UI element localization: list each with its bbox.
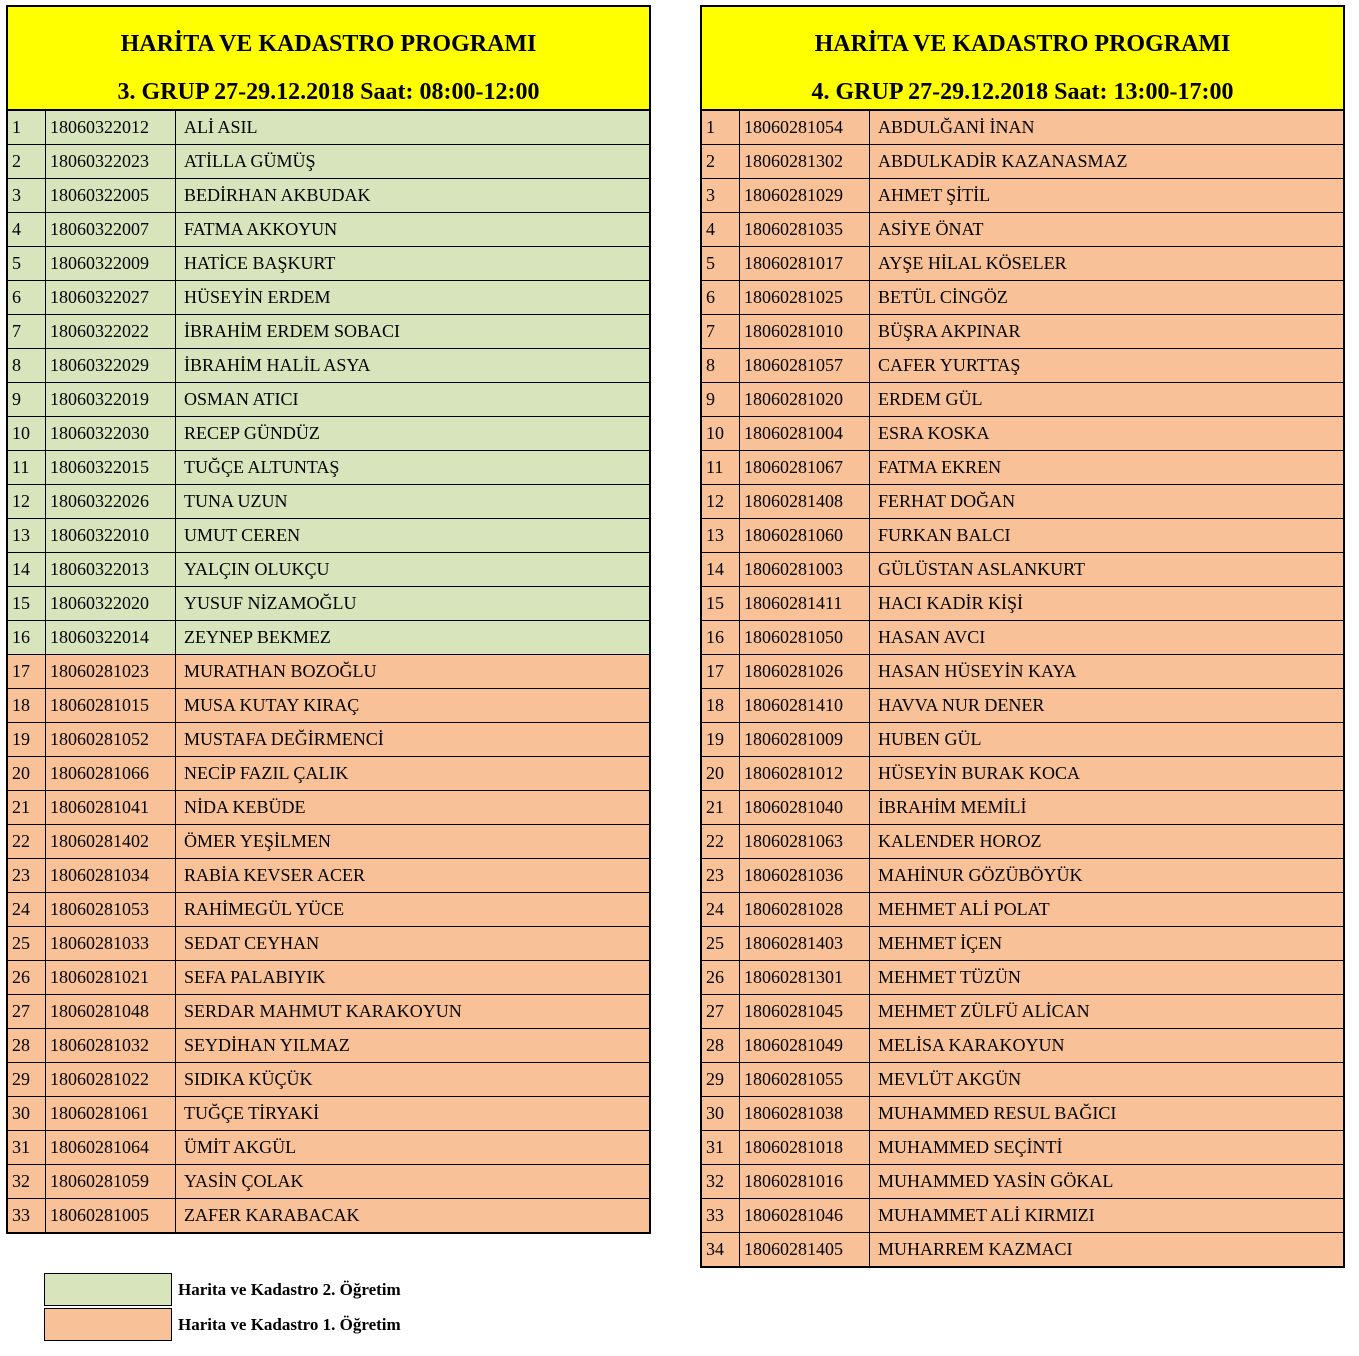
legend-second-education [44, 1273, 401, 1306]
table-row [8, 315, 649, 349]
table-row [702, 485, 1343, 519]
table-row [8, 621, 649, 655]
group-4-subtitle: 4. GRUP 27-29.12.2018 Saat: 13:00-17:00 [811, 79, 1234, 105]
table-row [8, 1063, 649, 1097]
table-row [702, 281, 1343, 315]
student-name: ERDEM GÜL [878, 389, 983, 409]
table-row [8, 451, 649, 485]
row-number: 4 [702, 213, 740, 246]
student-name: MUHARREM KAZMACI [878, 1239, 1073, 1259]
row-number: 28 [702, 1029, 740, 1062]
table-row [8, 179, 649, 213]
student-id: 18060281033 [46, 927, 176, 960]
table-row [8, 247, 649, 281]
student-name: ÖMER YEŞİLMEN [184, 831, 331, 851]
student-id: 18060281025 [740, 281, 870, 314]
student-id: 18060281055 [740, 1063, 870, 1096]
student-name: SERDAR MAHMUT KARAKOYUN [184, 1001, 462, 1021]
table-row [8, 791, 649, 825]
row-number: 2 [702, 145, 740, 178]
student-id: 18060281041 [46, 791, 176, 824]
table-row [702, 621, 1343, 655]
student-id: 18060281411 [740, 587, 870, 620]
legend-first-education [44, 1308, 401, 1341]
table-row [8, 281, 649, 315]
student-id: 18060281034 [46, 859, 176, 892]
student-id: 18060281057 [740, 349, 870, 382]
student-name: ZEYNEP BEKMEZ [184, 627, 331, 647]
row-number: 5 [702, 247, 740, 280]
student-id: 18060281040 [740, 791, 870, 824]
student-id: 18060281060 [740, 519, 870, 552]
row-number: 1 [702, 111, 740, 144]
table-row [702, 1029, 1343, 1063]
student-name: RAHİMEGÜL YÜCE [184, 899, 345, 919]
student-id: 18060281035 [740, 213, 870, 246]
row-number: 5 [8, 247, 46, 280]
student-id: 18060322013 [46, 553, 176, 586]
row-number: 29 [8, 1063, 46, 1096]
legend-label-second: Harita ve Kadastro 2. Öğretim [178, 1279, 401, 1299]
student-name: AYŞE HİLAL KÖSELER [878, 253, 1067, 273]
table-row [8, 587, 649, 621]
row-number: 12 [702, 485, 740, 518]
student-id: 18060281410 [740, 689, 870, 722]
student-name: HATİCE BAŞKURT [184, 253, 336, 273]
student-name: MEHMET TÜZÜN [878, 967, 1021, 987]
group-3-subtitle: 3. GRUP 27-29.12.2018 Saat: 08:00-12:00 [117, 79, 540, 105]
student-id: 18060281301 [740, 961, 870, 994]
student-name: MEHMET ALİ POLAT [878, 899, 1050, 919]
row-number: 34 [702, 1233, 740, 1266]
row-number: 19 [702, 723, 740, 756]
student-id: 18060322027 [46, 281, 176, 314]
row-number: 9 [8, 383, 46, 416]
student-name: HÜSEYİN BURAK KOCA [878, 763, 1081, 783]
row-number: 21 [8, 791, 46, 824]
table-row [8, 723, 649, 757]
row-number: 27 [702, 995, 740, 1028]
table-row [8, 383, 649, 417]
row-number: 13 [8, 519, 46, 552]
student-name: BÜŞRA AKPINAR [878, 321, 1021, 341]
group-3-rows [8, 111, 649, 1232]
row-number: 21 [702, 791, 740, 824]
student-name: YASİN ÇOLAK [184, 1171, 304, 1191]
student-name: ZAFER KARABACAK [184, 1205, 360, 1225]
table-row [8, 519, 649, 553]
student-id: 18060281017 [740, 247, 870, 280]
student-name: BEDİRHAN AKBUDAK [184, 185, 371, 205]
row-number: 33 [702, 1199, 740, 1232]
student-id: 18060322009 [46, 247, 176, 280]
student-id: 18060281059 [46, 1165, 176, 1198]
student-id: 18060281045 [740, 995, 870, 1028]
student-name: MUSTAFA DEĞİRMENCİ [184, 729, 384, 749]
table-row [702, 859, 1343, 893]
table-row [702, 961, 1343, 995]
table-row [8, 1199, 649, 1232]
table-row [702, 587, 1343, 621]
legend-swatch-orange [44, 1308, 172, 1341]
student-name: MUHAMMED RESUL BAĞICI [878, 1103, 1117, 1123]
table-row [702, 1199, 1343, 1233]
student-id: 18060281064 [46, 1131, 176, 1164]
table-row [702, 111, 1343, 145]
student-name: TUNA UZUN [184, 491, 288, 511]
table-row [8, 689, 649, 723]
student-id: 18060322014 [46, 621, 176, 654]
student-id: 18060322019 [46, 383, 176, 416]
table-row [702, 689, 1343, 723]
table-row [8, 961, 649, 995]
group-4-header [702, 7, 1343, 111]
student-id: 18060281021 [46, 961, 176, 994]
student-id: 18060281048 [46, 995, 176, 1028]
row-number: 2 [8, 145, 46, 178]
student-id: 18060322023 [46, 145, 176, 178]
table-row [702, 723, 1343, 757]
student-id: 18060322015 [46, 451, 176, 484]
student-name: HASAN HÜSEYİN KAYA [878, 661, 1077, 681]
student-name: SEFA PALABIYIK [184, 967, 326, 987]
row-number: 1 [8, 111, 46, 144]
table-row [702, 247, 1343, 281]
row-number: 7 [702, 315, 740, 348]
student-id: 18060322010 [46, 519, 176, 552]
student-id: 18060281052 [46, 723, 176, 756]
table-row [702, 1233, 1343, 1266]
table-row [8, 417, 649, 451]
table-row [8, 145, 649, 179]
student-name: ESRA KOSKA [878, 423, 990, 443]
student-name: UMUT CEREN [184, 525, 301, 545]
group-4-rows [702, 111, 1343, 1266]
student-id: 18060281050 [740, 621, 870, 654]
row-number: 16 [702, 621, 740, 654]
student-name: MEHMET ZÜLFÜ ALİCAN [878, 1001, 1090, 1021]
student-id: 18060281061 [46, 1097, 176, 1130]
row-number: 30 [8, 1097, 46, 1130]
row-number: 23 [8, 859, 46, 892]
student-name: ABDULĞANİ İNAN [878, 117, 1035, 137]
student-name: OSMAN ATICI [184, 389, 299, 409]
row-number: 11 [8, 451, 46, 484]
student-id: 18060322005 [46, 179, 176, 212]
student-id: 18060281032 [46, 1029, 176, 1062]
student-name: CAFER YURTTAŞ [878, 355, 1021, 375]
row-number: 10 [702, 417, 740, 450]
student-name: HAVVA NUR DENER [878, 695, 1045, 715]
row-number: 18 [8, 689, 46, 722]
student-id: 18060281023 [46, 655, 176, 688]
student-name: ÜMİT AKGÜL [184, 1137, 297, 1157]
table-row [8, 111, 649, 145]
student-name: İBRAHİM MEMİLİ [878, 797, 1027, 817]
student-id: 18060281020 [740, 383, 870, 416]
student-name: RABİA KEVSER ACER [184, 865, 366, 885]
student-name: SIDIKA KÜÇÜK [184, 1069, 313, 1089]
student-id: 18060281405 [740, 1233, 870, 1266]
student-id: 18060322026 [46, 485, 176, 518]
student-name: YALÇIN OLUKÇU [184, 559, 330, 579]
row-number: 9 [702, 383, 740, 416]
table-row [702, 655, 1343, 689]
student-id: 18060322030 [46, 417, 176, 450]
row-number: 26 [702, 961, 740, 994]
student-name: MEVLÜT AKGÜN [878, 1069, 1022, 1089]
student-name: NECİP FAZIL ÇALIK [184, 763, 349, 783]
row-number: 32 [8, 1165, 46, 1198]
table-row [8, 1165, 649, 1199]
row-number: 20 [702, 757, 740, 790]
table-row [702, 757, 1343, 791]
row-number: 27 [8, 995, 46, 1028]
row-number: 24 [8, 893, 46, 926]
row-number: 17 [702, 655, 740, 688]
student-id: 18060281054 [740, 111, 870, 144]
row-number: 18 [702, 689, 740, 722]
group-4-title: HARİTA VE KADASTRO PROGRAMI [814, 31, 1231, 57]
row-number: 4 [8, 213, 46, 246]
student-name: TUĞÇE TİRYAKİ [184, 1103, 320, 1123]
student-id: 18060281402 [46, 825, 176, 858]
row-number: 3 [8, 179, 46, 212]
student-name: İBRAHİM ERDEM SOBACI [184, 321, 401, 341]
student-name: SEYDİHAN YILMAZ [184, 1035, 350, 1055]
student-id: 18060281046 [740, 1199, 870, 1232]
table-row [8, 485, 649, 519]
group-3-header [8, 7, 649, 111]
student-name: NİDA KEBÜDE [184, 797, 306, 817]
student-name: FERHAT DOĞAN [878, 491, 1016, 511]
student-id: 18060281403 [740, 927, 870, 960]
student-name: YUSUF NİZAMOĞLU [184, 593, 357, 613]
group-4-table [700, 5, 1345, 1268]
student-name: AHMET ŞİTİL [878, 185, 991, 205]
student-name: HASAN AVCI [878, 627, 986, 647]
student-name: MURATHAN BOZOĞLU [184, 661, 377, 681]
row-number: 11 [702, 451, 740, 484]
student-id: 18060281015 [46, 689, 176, 722]
student-id: 18060281408 [740, 485, 870, 518]
row-number: 15 [702, 587, 740, 620]
table-row [702, 995, 1343, 1029]
row-number: 22 [8, 825, 46, 858]
table-row [702, 383, 1343, 417]
table-row [8, 757, 649, 791]
student-id: 18060322007 [46, 213, 176, 246]
student-name: GÜLÜSTAN ASLANKURT [878, 559, 1085, 579]
table-row [8, 1029, 649, 1063]
student-name: FATMA EKREN [878, 457, 1002, 477]
table-row [8, 893, 649, 927]
student-name: HACI KADİR KİŞİ [878, 593, 1023, 613]
student-name: HUBEN GÜL [878, 729, 982, 749]
table-row [702, 213, 1343, 247]
row-number: 31 [8, 1131, 46, 1164]
row-number: 24 [702, 893, 740, 926]
student-id: 18060322020 [46, 587, 176, 620]
table-row [8, 553, 649, 587]
table-row [702, 893, 1343, 927]
row-number: 29 [702, 1063, 740, 1096]
table-row [8, 655, 649, 689]
student-id: 18060322012 [46, 111, 176, 144]
student-id: 18060281029 [740, 179, 870, 212]
table-row [8, 995, 649, 1029]
row-number: 19 [8, 723, 46, 756]
row-number: 6 [702, 281, 740, 314]
row-number: 14 [8, 553, 46, 586]
table-row [702, 1165, 1343, 1199]
table-row [702, 791, 1343, 825]
table-row [702, 349, 1343, 383]
row-number: 10 [8, 417, 46, 450]
student-name: MUHAMMED SEÇİNTİ [878, 1137, 1063, 1157]
student-id: 18060281049 [740, 1029, 870, 1062]
row-number: 22 [702, 825, 740, 858]
row-number: 14 [702, 553, 740, 586]
student-id: 18060281038 [740, 1097, 870, 1130]
table-row [702, 315, 1343, 349]
student-name: MUHAMMET ALİ KIRMIZI [878, 1205, 1095, 1225]
student-name: ASİYE ÖNAT [878, 219, 984, 239]
student-name: MELİSA KARAKOYUN [878, 1035, 1065, 1055]
student-id: 18060281036 [740, 859, 870, 892]
table-row [702, 519, 1343, 553]
row-number: 28 [8, 1029, 46, 1062]
table-row [702, 1131, 1343, 1165]
student-name: ABDULKADİR KAZANASMAZ [878, 151, 1128, 171]
student-name: FATMA AKKOYUN [184, 219, 338, 239]
table-row [702, 451, 1343, 485]
row-number: 12 [8, 485, 46, 518]
student-name: MUSA KUTAY KIRAÇ [184, 695, 360, 715]
student-name: MEHMET İÇEN [878, 933, 1003, 953]
table-row [702, 179, 1343, 213]
table-row [702, 145, 1343, 179]
student-id: 18060281067 [740, 451, 870, 484]
student-name: ALİ ASIL [184, 117, 258, 137]
student-id: 18060281009 [740, 723, 870, 756]
student-id: 18060281026 [740, 655, 870, 688]
student-id: 18060281012 [740, 757, 870, 790]
student-name: İBRAHİM HALİL ASYA [184, 355, 371, 375]
row-number: 23 [702, 859, 740, 892]
table-row [702, 1097, 1343, 1131]
student-name: SEDAT CEYHAN [184, 933, 320, 953]
student-id: 18060322022 [46, 315, 176, 348]
row-number: 20 [8, 757, 46, 790]
table-row [8, 859, 649, 893]
student-id: 18060281302 [740, 145, 870, 178]
group-3-table [6, 5, 651, 1234]
student-id: 18060281063 [740, 825, 870, 858]
group-3-title: HARİTA VE KADASTRO PROGRAMI [120, 31, 537, 57]
row-number: 7 [8, 315, 46, 348]
row-number: 25 [8, 927, 46, 960]
table-row [8, 825, 649, 859]
student-id: 18060281028 [740, 893, 870, 926]
legend-label-first: Harita ve Kadastro 1. Öğretim [178, 1314, 401, 1334]
student-id: 18060281004 [740, 417, 870, 450]
row-number: 13 [702, 519, 740, 552]
row-number: 25 [702, 927, 740, 960]
table-row [8, 1097, 649, 1131]
legend-swatch-green [44, 1273, 172, 1306]
row-number: 32 [702, 1165, 740, 1198]
row-number: 31 [702, 1131, 740, 1164]
row-number: 6 [8, 281, 46, 314]
student-name: HÜSEYİN ERDEM [184, 287, 331, 307]
student-id: 18060281016 [740, 1165, 870, 1198]
row-number: 8 [702, 349, 740, 382]
student-id: 18060281010 [740, 315, 870, 348]
row-number: 17 [8, 655, 46, 688]
row-number: 3 [702, 179, 740, 212]
table-row [8, 1131, 649, 1165]
student-name: TUĞÇE ALTUNTAŞ [184, 457, 340, 477]
student-name: MUHAMMED YASİN GÖKAL [878, 1171, 1114, 1191]
table-row [8, 213, 649, 247]
student-name: BETÜL CİNGÖZ [878, 287, 1008, 307]
table-row [8, 349, 649, 383]
row-number: 8 [8, 349, 46, 382]
table-row [702, 927, 1343, 961]
row-number: 15 [8, 587, 46, 620]
student-id: 18060281066 [46, 757, 176, 790]
student-name: KALENDER HOROZ [878, 831, 1042, 851]
student-name: ATİLLA GÜMÜŞ [184, 151, 316, 171]
student-id: 18060281003 [740, 553, 870, 586]
row-number: 26 [8, 961, 46, 994]
student-name: RECEP GÜNDÜZ [184, 423, 320, 443]
student-id: 18060322029 [46, 349, 176, 382]
table-row [702, 553, 1343, 587]
table-row [702, 825, 1343, 859]
row-number: 30 [702, 1097, 740, 1130]
student-name: MAHİNUR GÖZÜBÖYÜK [878, 865, 1083, 885]
row-number: 16 [8, 621, 46, 654]
student-id: 18060281018 [740, 1131, 870, 1164]
student-id: 18060281022 [46, 1063, 176, 1096]
row-number: 33 [8, 1199, 46, 1232]
table-row [8, 927, 649, 961]
student-id: 18060281005 [46, 1199, 176, 1232]
table-row [702, 1063, 1343, 1097]
student-id: 18060281053 [46, 893, 176, 926]
student-name: FURKAN BALCI [878, 525, 1011, 545]
table-row [702, 417, 1343, 451]
